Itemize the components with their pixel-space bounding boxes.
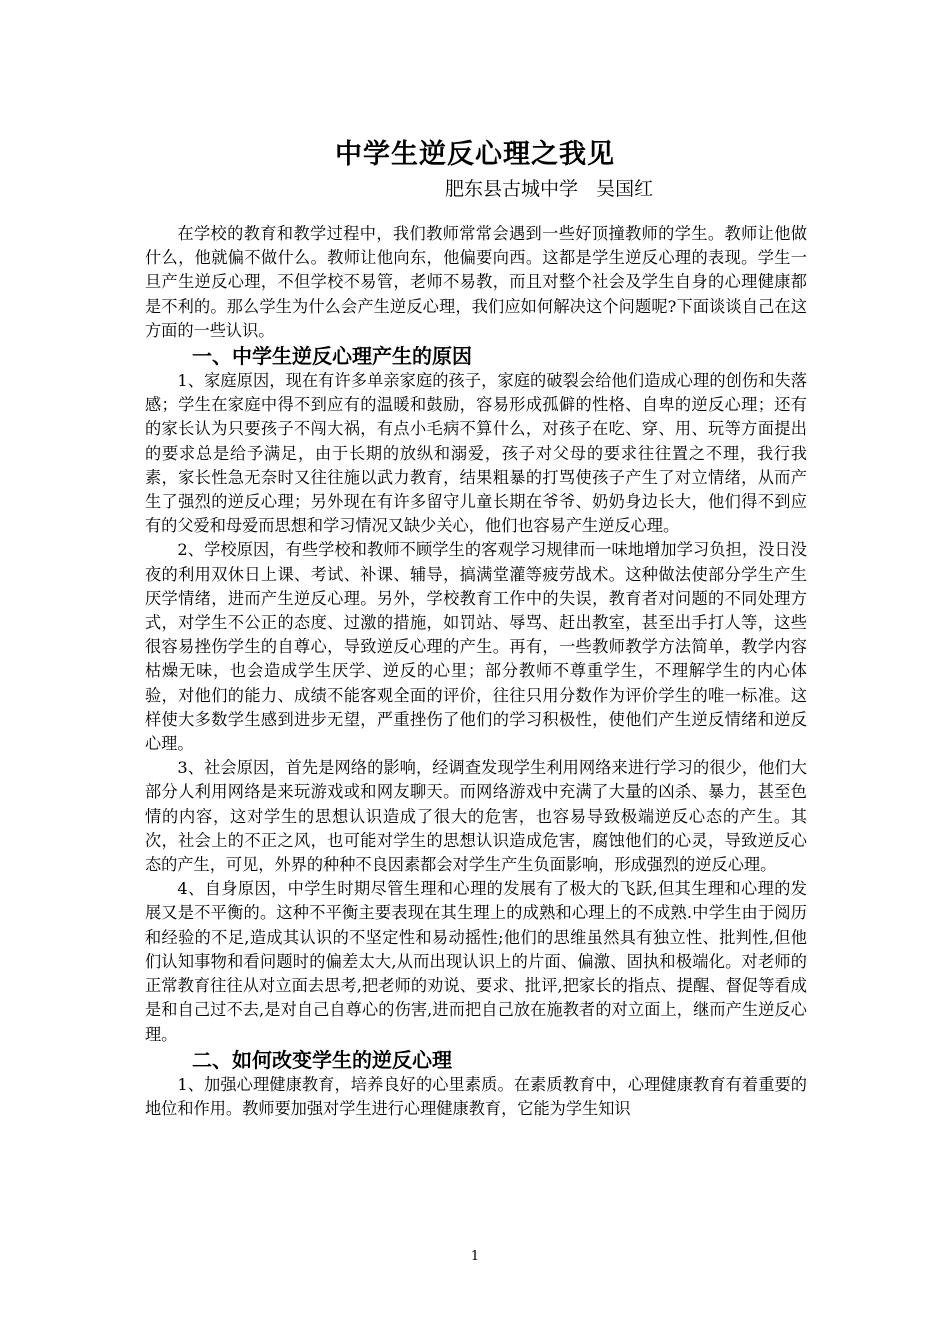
section-1-paragraph-4: 4、自身原因，中学生时期尽管生理和心理的发展有了极大的飞跃,但其生理和心理的发展又是不平衡的。这种不平衡主要表现在其生理上的成熟和心理上的不成熟.中学生由于阅历和经验的不足,造成其认识的不坚定性和易动摇性;他们的思维虽然具有独立性、批判性,但他们认知事物和看问题时的偏差太大,从而出现认识上的片面、偏激、固执和极端化。对老师的正常教育往往从对立面去思考,把老师的劝说、要求、批评,把家长的指点、提醒、督促等看成是和自己过不去,是对自己自尊心的伤害,进而把自己放在施教者的对立面上，继而产生逆反心理。 <box>145 879 807 1044</box>
section-1-heading: 一、中学生逆反心理产生的原因 <box>192 344 472 369</box>
intro-paragraph: 在学校的教育和教学过程中，我们教师常常会遇到一些好顶撞教师的学生。教师让他做什么，他就偏不做什么。教师让他向东，他偏要向西。这都是学生逆反心理的表现。学生一旦产生逆反心理，不但学校不易管，老师不易教，而且对整个社会及学生自身的心理健康都是不利的。那么学生为什么会产生逆反心理，我们应如何解决这个问题呢?下面谈谈自己在这方面的一些认识。 <box>145 224 807 340</box>
section-1-paragraph-2: 2、学校原因，有些学校和教师不顾学生的客观学习规律而一味地增加学习负担，没日没夜的利用双休日上课、考试、补课、辅导，搞满堂灌等疲劳战术。这种做法使部分学生产生厌学情绪，进而产生逆反心理。另外，学校教育工作中的失误，教育者对问题的不同处理方式，对学生不公正的态度、过激的措施，如罚站、辱骂、赶出教室，甚至出手打人等，这些很容易挫伤学生的自尊心，导致逆反心理的产生。再有，一些教师教学方法简单，教学内容枯燥无味，也会造成学生厌学、逆反的心里；部分教师不尊重学生，不理解学生的内心体验，对他们的能力、成绩不能客观全面的评价，往往只用分数作为评价学生的唯一标准。这样使大多数学生感到进步无望，严重挫伤了他们的学习积极性，使他们产生逆反情绪和逆反心理。 <box>145 540 807 754</box>
author-line: 肥东县古城中学 吴国红 <box>445 178 654 200</box>
section-2-paragraph-1: 1、加强心理健康教育，培养良好的心里素质。在素质教育中，心理健康教育有着重要的地位和作用。教师要加强对学生进行心理健康教育，它能为学生知识 <box>145 1074 807 1118</box>
page-number: 1 <box>470 1249 480 1264</box>
section-1-paragraph-1: 1、家庭原因，现在有许多单亲家庭的孩子，家庭的破裂会给他们造成心理的创伤和失落感；学生在家庭中得不到应有的温暖和鼓励，容易形成孤僻的性格、自卑的逆反心理；还有的家长认为只要孩子不闯大祸，有点小毛病不算什么，对孩子在吃、穿、用、玩等方面提出的要求总是给予满足，由于长期的放纵和溺爱，孩子对父母的要求往往置之不理，我行我素，家长性急无奈时又往往施以武力教育，结果粗暴的打骂使孩子产生了对立情绪，从而产生了强烈的逆反心理；另外现在有许多留守儿童长期在爷爷、奶奶身边长大，他们得不到应有的父爱和母爱而思想和学习情况又缺少关心，他们也容易产生逆反心理。 <box>145 371 807 536</box>
document-body <box>145 222 807 1121</box>
section-1-paragraph-3: 3、社会原因，首先是网络的影响，经调查发现学生利用网络来进行学习的很少，他们大部分人利用网络是来玩游戏或和网友聊天。而网络游戏中充满了大量的凶杀、暴力，甚至色情的内容，这对学生的思想认识造成了很大的危害，也容易导致极端逆反心态的产生。其次，社会上的不正之风，也可能对学生的思想认识造成危害，腐蚀他们的心灵，导致逆反心态的产生，可见，外界的种种不良因素都会对学生产生负面影响，形成强烈的逆反心理。 <box>145 758 807 875</box>
document-title: 中学生逆反心理之我见 <box>335 139 615 170</box>
section-2-heading: 二、如何改变学生的逆反心理 <box>192 1047 452 1072</box>
